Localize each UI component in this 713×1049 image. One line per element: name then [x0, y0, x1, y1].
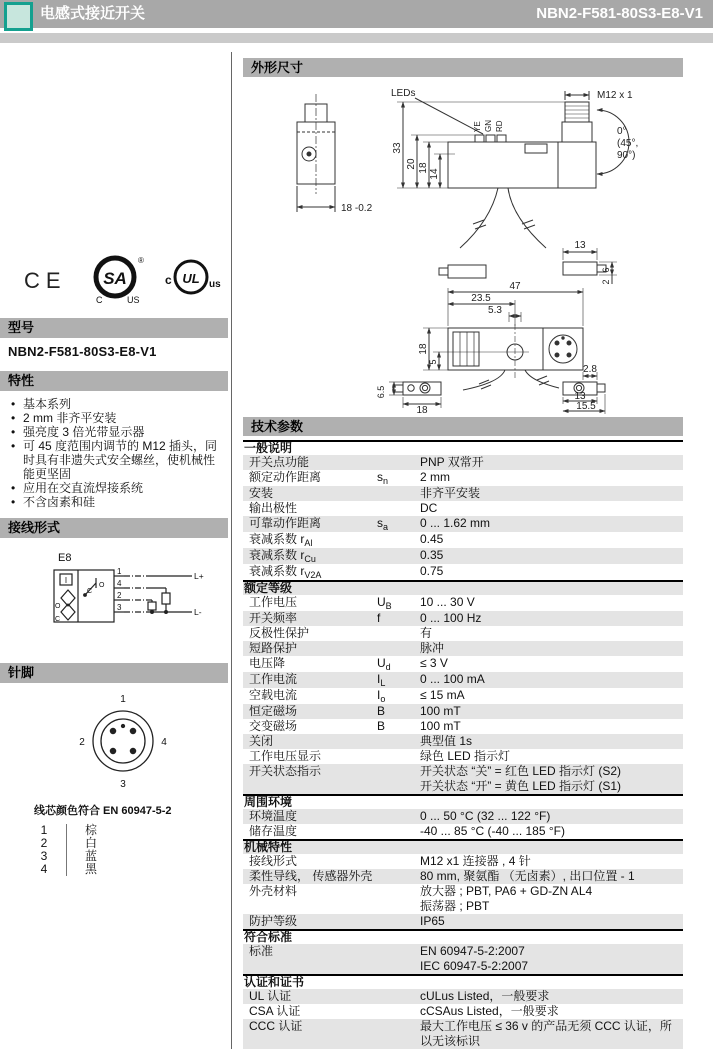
column-divider [231, 52, 232, 1049]
tech-row-label: 反极性保护 [249, 626, 310, 640]
tech-value-line: 绿色 LED 指示灯 [420, 749, 511, 763]
tech-symbol-subscript: d [385, 662, 391, 672]
section-header-dimensions: 外形尺寸 [243, 58, 683, 77]
dim-tv47: 47 [509, 281, 521, 292]
tech-row [243, 486, 683, 501]
tech-row-value [420, 470, 683, 486]
wire-color-table [30, 824, 97, 876]
e8-lplus-label: L+ [194, 571, 204, 581]
tech-row-value [420, 1004, 683, 1019]
tech-row [243, 501, 683, 516]
tech-value-line: DC [420, 501, 438, 515]
tech-value-line: PNP 双常开 [420, 455, 484, 469]
tech-value-line: 10 ... 30 V [420, 595, 475, 609]
dim-tv18: 18 [418, 343, 429, 355]
dim-tv235: 23.5 [471, 293, 491, 304]
tech-row-value [420, 516, 683, 532]
e8-led-c-label: C [55, 616, 61, 623]
tech-row-value [420, 1019, 683, 1049]
dim-led-rd: RD [495, 120, 504, 132]
tech-row [243, 704, 683, 719]
tech-row-value [420, 672, 683, 688]
wiring-diagram-label: E8 [58, 552, 72, 564]
csa-logo-text: SA [103, 269, 127, 288]
tech-value-line: 0 ... 1.62 mm [420, 516, 491, 530]
tech-value-line: IP65 [420, 914, 445, 928]
tech-row-value [420, 595, 683, 611]
wire-color-name: 白 [85, 836, 98, 850]
tech-value-line: 0.35 [420, 548, 444, 562]
wire-pin-number: 2 [40, 836, 48, 850]
tech-value-line: 0.75 [420, 564, 444, 578]
wire-color-color-column [66, 824, 97, 876]
tech-row-value [420, 486, 683, 501]
tech-row-label: 开关点功能 [249, 455, 310, 469]
tech-value-line: 100 mT [420, 704, 461, 718]
tech-row-symbol [377, 989, 420, 1004]
e8-pin3-label: 3 [117, 603, 122, 612]
certification-logos [10, 246, 222, 306]
tech-row [243, 854, 683, 869]
csa-c-text: C [96, 295, 103, 305]
tech-row-label: 工作电压显示 [249, 749, 322, 763]
tech-value-line: 最大工作电压 ≤ 36 v 的产品无须 CCC 认证，所以无该标识 [420, 1019, 672, 1048]
dim-angle-3: 90°) [617, 150, 636, 161]
tech-row-symbol [377, 869, 420, 884]
wire-pin-number: 1 [40, 823, 48, 837]
tech-value-line: 开关状态 “开” = 黄色 LED 指示灯 (S1) [420, 779, 622, 793]
tech-row [243, 734, 683, 749]
tech-value-line: 0.45 [420, 532, 444, 546]
tech-value-line: ≤ 15 mA [420, 688, 465, 702]
tech-row-label: 关闭 [249, 734, 274, 748]
wire-color-pin-column [30, 824, 58, 876]
tech-value-line: 100 mT [420, 719, 461, 733]
pinout-pin4-label: 4 [161, 737, 167, 748]
tech-row-symbol [377, 944, 420, 974]
dim-h20: 20 [406, 158, 417, 170]
tech-value-line: 脉冲 [420, 641, 445, 655]
tech-value-line: 振荡器 ; PBT [420, 899, 490, 913]
tech-row-label: 输出极性 [249, 501, 298, 515]
tech-row [243, 809, 683, 824]
dim-bracket2: 2 [601, 279, 611, 285]
e8-pin4-label: 4 [117, 579, 122, 588]
dim-h14: 14 [429, 168, 440, 180]
tech-row-value [420, 564, 683, 580]
tech-row-symbol: f [377, 611, 381, 625]
tech-row [243, 688, 683, 704]
wire-color-name: 黑 [85, 862, 98, 876]
tech-row [243, 455, 683, 470]
dim-m12-label: M12 x 1 [597, 90, 633, 101]
tech-symbol-subscript: B [385, 601, 392, 611]
ul-logo [165, 261, 221, 293]
dim-tv53: 5.3 [488, 305, 502, 316]
dim-led-ye: YE [473, 121, 482, 132]
tech-row [243, 719, 683, 734]
tech-row-label: CCC 认证 [249, 1019, 303, 1033]
feature-item: • 不含卤素和硅 [8, 495, 220, 509]
tech-row-label: 额定动作距离 [249, 470, 322, 484]
section-header-model: 型号 [0, 318, 228, 338]
pinout-pin2-label: 2 [79, 737, 85, 748]
tech-row-label: 衰减系数 $r_{Cu}$ [249, 548, 316, 564]
tech-row-label: 环境温度 [249, 809, 298, 823]
tech-row [243, 764, 683, 794]
tech-row-symbol [377, 884, 420, 914]
tech-row-label: 恒定磁场 [249, 704, 298, 718]
ul-us-text: us [209, 279, 221, 290]
dim-led-gn: GN [484, 120, 493, 132]
dim-rb13: 13 [574, 391, 586, 402]
tech-row-label: 电压降 [249, 656, 286, 670]
wire-color-note: 线芯颜色符合 EN 60947-5-2 [34, 805, 172, 817]
tech-row-symbol [377, 501, 420, 516]
e8-led-o-label: O [55, 603, 61, 610]
tech-row [243, 595, 683, 611]
brand-square-icon [4, 2, 33, 31]
tech-value-line: 0 ... 100 Hz [420, 611, 482, 625]
tech-row-symbol [377, 1004, 420, 1019]
dim-tv28: 2.8 [583, 364, 597, 375]
model-value: NBN2-F581-80S3-E8-V1 [8, 344, 157, 359]
ce-logo-text: CE [24, 268, 67, 293]
tech-row-label: 衰减系数 $r_{Al}$ [249, 532, 313, 548]
tech-row-value [420, 455, 683, 470]
tech-value-line: 80 mm, 聚氨酯 （无卤素）, 出口位置 - 1 [420, 869, 635, 883]
tech-row-label: 开关状态指示 [249, 764, 322, 778]
tech-row-label: 工作电压 [249, 595, 298, 609]
tech-value-line: 放大器 ; PBT, PA6 + GD-ZN AL4 [420, 884, 593, 898]
dim-front-width: 18 -0.2 [341, 203, 373, 214]
e8-wiring-diagram [52, 566, 212, 628]
tech-row-symbol [377, 641, 420, 656]
tech-row-label: 短路保护 [249, 641, 298, 655]
tech-row [243, 470, 683, 486]
csa-us-text: US [127, 295, 140, 305]
e8-lminus-label: L- [194, 607, 202, 617]
wire-color-name: 蓝 [85, 849, 98, 863]
tech-row-value [420, 656, 683, 672]
tech-row-symbol [377, 914, 420, 929]
tech-row-value [420, 704, 683, 719]
tech-group-header: 机械特性 [243, 839, 683, 854]
tech-value-line: 典型值 1s [420, 734, 473, 748]
tech-row-symbol: $U_d$ [377, 656, 391, 672]
dim-bracket6: 6 [601, 267, 611, 273]
dim-lb18: 18 [416, 405, 428, 415]
tech-value-line: EN 60947-5-2:2007 [420, 944, 525, 958]
wire-pin-number: 3 [40, 849, 48, 863]
dim-bracket13: 13 [574, 240, 586, 251]
tech-row-value [420, 944, 683, 974]
tech-row-symbol [377, 749, 420, 764]
wire-pin-number: 4 [40, 862, 48, 876]
tech-row [243, 626, 683, 641]
tech-row-symbol [377, 455, 420, 470]
tech-label-subscript: Al [304, 538, 313, 548]
feature-item: • 可 45 度范围内调节的 M12 插头，同时具有非遗失式安全螺丝，使机械性能更坚固 [8, 439, 220, 481]
tech-row-label: 衰减系数 $r_{V2A}$ [249, 564, 322, 580]
tech-group-header: 符合标准 [243, 929, 683, 944]
section-header-features: 特性 [0, 371, 228, 391]
tech-symbol-subscript: a [383, 522, 389, 532]
dim-lb65: 6.5 [376, 385, 386, 399]
tech-row-label: 交变磁场 [249, 719, 298, 733]
dim-tv5: 5 [428, 359, 438, 365]
tech-row-symbol: B [377, 704, 386, 718]
tech-row [243, 869, 683, 884]
tech-row-value [420, 749, 683, 764]
tech-row-value [420, 734, 683, 749]
tech-row-symbol: $I_L$ [377, 672, 386, 688]
tech-row-symbol [377, 734, 420, 749]
tech-row-label: CSA 认证 [249, 1004, 301, 1018]
tech-row [243, 749, 683, 764]
tech-row-label: UL 认证 [249, 989, 292, 1003]
wire-color-name: 棕 [85, 823, 98, 837]
top-header-bar [0, 0, 713, 28]
tech-row-value [420, 869, 683, 884]
tech-row-value [420, 719, 683, 734]
tech-row [243, 1019, 683, 1049]
tech-group-header: 额定等级 [243, 580, 683, 595]
tech-row-label: 防护等级 [249, 914, 298, 928]
tech-row-value [420, 884, 683, 914]
tech-row [243, 516, 683, 532]
tech-row-symbol [377, 809, 420, 824]
tech-parameter-table [243, 440, 683, 1049]
tech-symbol-subscript: o [380, 694, 386, 704]
tech-row-value [420, 501, 683, 516]
tech-row-label: 接线形式 [249, 854, 298, 868]
tech-row-symbol: $s_a$ [377, 516, 389, 532]
tech-row-value [420, 532, 683, 548]
tech-row [243, 548, 683, 564]
tech-row-label: 开关频率 [249, 611, 298, 625]
e8-pin1-label: 1 [117, 567, 122, 576]
tech-label-subscript: V2A [304, 570, 322, 580]
tech-row [243, 641, 683, 656]
dimension-drawing [243, 82, 683, 415]
tech-row-symbol [377, 486, 420, 501]
pinout-pin1-label: 1 [120, 694, 126, 705]
tech-group-header: 周围环境 [243, 794, 683, 809]
tech-row-label: 标准 [249, 944, 274, 958]
section-header-tech: 技术参数 [243, 417, 683, 436]
dim-h33: 33 [392, 142, 403, 154]
tech-value-line: M12 x1 连接器 , 4 针 [420, 854, 531, 868]
csa-logo [96, 256, 144, 305]
section-header-connection: 接线形式 [0, 518, 228, 538]
tech-row [243, 944, 683, 974]
tech-row-value [420, 548, 683, 564]
dim-h18: 18 [418, 162, 429, 174]
tech-label-subscript: Cu [304, 554, 316, 564]
tech-group-header: 认证和证书 [243, 974, 683, 989]
tech-row-label: 工作电流 [249, 672, 298, 686]
tech-value-line: ≤ 3 V [420, 656, 448, 670]
tech-value-line: cCSAus Listed，一般要求 [420, 1004, 559, 1018]
tech-value-line: 开关状态 “关” = 红色 LED 指示灯 (S2) [420, 764, 622, 778]
feature-item: • 强亮度 3 倍光带显示器 [8, 425, 220, 439]
tech-row-value [420, 641, 683, 656]
tech-row [243, 824, 683, 839]
tech-value-line: cULus Listed，一般要求 [420, 989, 550, 1003]
tech-row-symbol: B [377, 719, 386, 733]
tech-row-label: 空载电流 [249, 688, 298, 702]
feature-list [8, 397, 220, 509]
tech-row-value [420, 824, 683, 839]
product-category-title: 电感式接近开关 [40, 5, 146, 22]
tech-row-symbol: $s_n$ [377, 470, 389, 486]
tech-row [243, 611, 683, 626]
header-substrip [0, 33, 713, 43]
tech-row-value [420, 626, 683, 641]
tech-value-line: 非齐平安装 [420, 486, 481, 500]
tech-row-symbol: $U_B$ [377, 595, 392, 611]
e8-pin2-label: 2 [117, 591, 122, 600]
tech-row [243, 656, 683, 672]
tech-row [243, 884, 683, 914]
section-header-pinout: 针脚 [0, 663, 228, 683]
tech-value-line: 2 mm [420, 470, 450, 484]
feature-item: • 应用在交直流焊接系统 [8, 481, 220, 495]
ul-c-text: c [165, 273, 172, 287]
tech-row-symbol [377, 764, 420, 794]
tech-row-value [420, 989, 683, 1004]
e8-switch-o-label: O [99, 582, 105, 589]
tech-row-label: 安装 [249, 486, 274, 500]
tech-row-label: 外壳材料 [249, 884, 298, 898]
tech-row-label: 可靠动作距离 [249, 516, 322, 530]
tech-value-line: -40 ... 85 °C (-40 ... 185 °F) [420, 824, 565, 838]
tech-row-value [420, 764, 683, 794]
tech-row [243, 914, 683, 929]
tech-row [243, 1004, 683, 1019]
tech-row [243, 532, 683, 548]
tech-row-value [420, 809, 683, 824]
tech-row-symbol [377, 564, 420, 580]
m12-pinout-diagram [68, 690, 178, 790]
e8-i-label: I [64, 576, 68, 585]
tech-row [243, 672, 683, 688]
tech-row-symbol [377, 824, 420, 839]
tech-row [243, 564, 683, 580]
tech-symbol-subscript: L [380, 678, 386, 688]
tech-value-line: 0 ... 100 mA [420, 672, 485, 686]
csa-registered-mark: ® [138, 256, 144, 265]
tech-row-value [420, 854, 683, 869]
pinout-pin3-label: 3 [120, 779, 126, 790]
tech-row [243, 989, 683, 1004]
ce-logo [24, 268, 67, 293]
dim-angle-2: (45°, [617, 138, 639, 149]
tech-row-value [420, 611, 683, 626]
tech-value-line: IEC 60947-5-2:2007 [420, 959, 529, 973]
tech-row-label: 柔性导线， 传感器外壳 [249, 869, 373, 883]
product-model-number: NBN2-F581-80S3-E8-V1 [536, 5, 703, 22]
dim-leds-label: LEDs [391, 88, 416, 99]
tech-row-symbol [377, 548, 420, 564]
e8-switch-c-label: C [87, 588, 93, 595]
tech-group-header: 一般说明 [243, 440, 683, 455]
tech-row-value [420, 914, 683, 929]
feature-item: • 基本系列 [8, 397, 220, 411]
tech-row-symbol: $I_o$ [377, 688, 386, 704]
dim-angle-1: 0° [617, 126, 627, 137]
tech-row-symbol [377, 1019, 420, 1049]
tech-row-symbol [377, 854, 420, 869]
tech-row-symbol [377, 532, 420, 548]
tech-value-line: 0 ... 50 °C (32 ... 122 °F) [420, 809, 551, 823]
dim-rb155: 15.5 [576, 401, 596, 412]
tech-row-symbol [377, 626, 420, 641]
tech-row-label: 储存温度 [249, 824, 298, 838]
ul-logo-text: UL [182, 271, 200, 286]
tech-symbol-subscript: n [383, 476, 389, 486]
feature-item: • 2 mm 非齐平安装 [8, 411, 220, 425]
tech-row-value [420, 688, 683, 704]
tech-value-line: 有 [420, 626, 433, 640]
